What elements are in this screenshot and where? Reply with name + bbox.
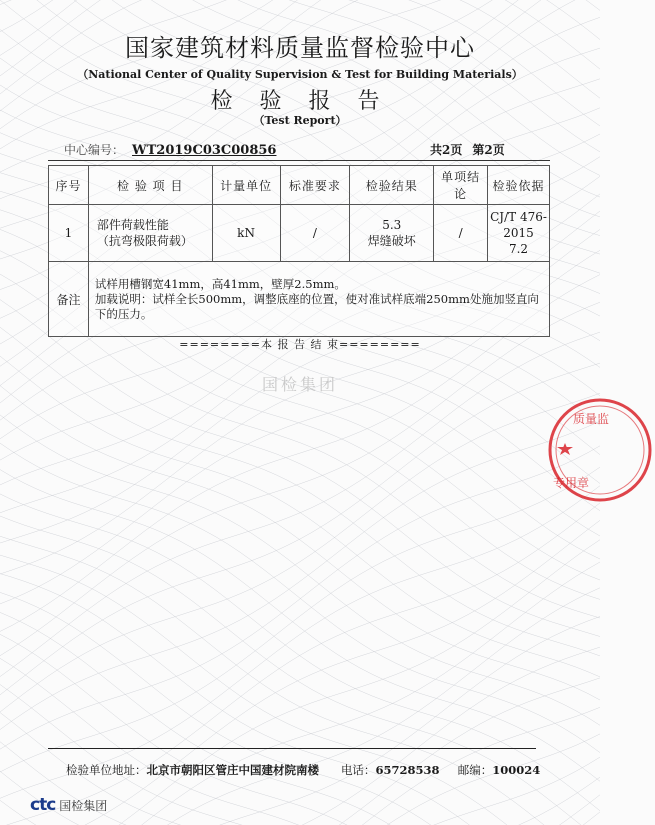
cell-unit: kN — [212, 205, 280, 262]
footer-rule — [48, 748, 536, 749]
ctc-logo — [30, 795, 107, 815]
organization-name-cn: 国家建筑材料质量监督检验中心 — [125, 34, 475, 62]
table-row — [49, 205, 550, 262]
col-header-item: 检 验 项 目 — [88, 166, 212, 205]
cell-result — [350, 205, 434, 262]
zip-label: 邮编： — [457, 763, 493, 777]
center-number-value: WT2019C03C00856 — [132, 143, 277, 158]
table-header-row — [49, 166, 550, 205]
ctc-logo-icon: ctc — [30, 795, 56, 815]
phone-label: 电话： — [340, 763, 376, 777]
basis-clause: 7.2 — [508, 242, 529, 256]
svg-text:专用章: 专用章 — [553, 476, 590, 490]
cell-basis — [488, 205, 550, 262]
organization-name-en: （National Center of Quality Supervision & Test for Building Materials） — [77, 68, 523, 81]
remark-text — [88, 262, 549, 337]
results-table — [48, 165, 550, 337]
address-value: 北京市朝阳区管庄中国建材院南楼 — [146, 763, 319, 777]
col-header-requirement: 标准要求 — [280, 166, 350, 205]
report-end-marker: ========本 报 告 结 束======== — [179, 338, 421, 351]
remark-label: 备注 — [49, 262, 89, 337]
col-header-basis: 检验依据 — [488, 166, 550, 205]
col-header-unit: 计量单位 — [212, 166, 280, 205]
remark-line-1: 试样用槽钢宽41mm，高41mm，壁厚2.5mm。 — [94, 276, 346, 291]
total-pages: 共2页 — [430, 143, 463, 157]
svg-text:质量监: 质量监 — [573, 412, 610, 426]
remark-line-2: 加载说明：试样全长500mm，调整底座的位置，使对准试样底端250mm处施加竖直向下的压力。 — [94, 291, 539, 321]
ctc-logo-name: 国检集团 — [59, 798, 108, 813]
remark-row — [49, 262, 550, 337]
footer-contact — [66, 762, 540, 778]
red-seal-stamp — [545, 395, 655, 505]
page-indicator — [430, 141, 515, 158]
watermark-text: 国检集团 — [261, 375, 338, 394]
result-note: 焊缝破坏 — [367, 234, 416, 248]
cell-item — [88, 205, 212, 262]
phone-value: 65728538 — [375, 763, 440, 777]
center-number-label: 中心编号： — [64, 143, 125, 157]
cell-requirement: / — [280, 205, 350, 262]
col-header-no: 序号 — [49, 166, 89, 205]
item-line-1: 部件荷载性能 — [96, 218, 169, 232]
header-rule — [48, 160, 550, 161]
col-header-conclusion: 单项结论 — [434, 166, 488, 205]
cell-conclusion: / — [434, 205, 488, 262]
address-label: 检验单位地址： — [66, 763, 147, 777]
basis-standard: CJ/T 476-2015 — [490, 210, 547, 240]
result-value: 5.3 — [382, 218, 402, 232]
cell-no: 1 — [49, 205, 89, 262]
center-number — [64, 141, 276, 158]
item-line-2: （抗弯极限荷载） — [96, 234, 193, 248]
report-title-cn: 检 验 报 告 — [210, 89, 390, 114]
report-title-en: （Test Report） — [253, 114, 347, 127]
zip-value: 100024 — [492, 763, 541, 777]
col-header-result: 检验结果 — [350, 166, 434, 205]
current-page: 第2页 — [472, 143, 505, 157]
